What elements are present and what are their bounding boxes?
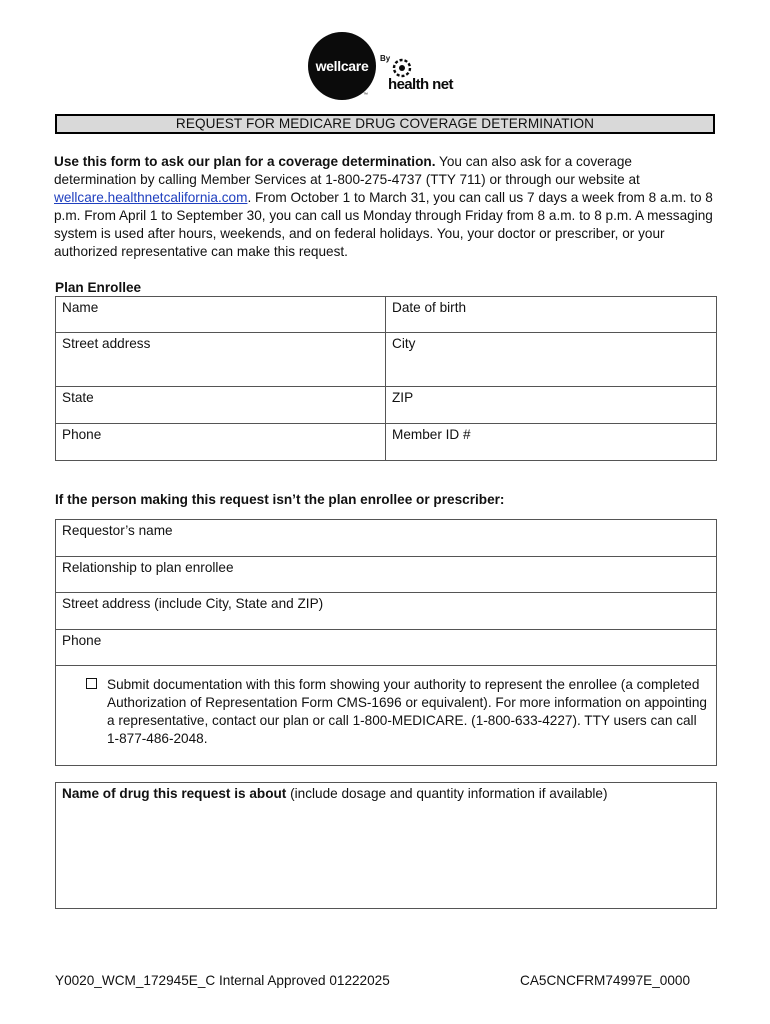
plan-enrollee-table bbox=[55, 296, 717, 461]
health-net-icon bbox=[392, 58, 412, 78]
wellcare-logo-text: wellcare bbox=[315, 58, 369, 74]
trademark-mark: ™ bbox=[363, 92, 368, 98]
website-link[interactable]: wellcare.healthnetcalifornia.com bbox=[54, 190, 248, 205]
intro-paragraph bbox=[54, 153, 714, 261]
requestor-name-field[interactable] bbox=[56, 520, 717, 557]
enrollee-city-field[interactable] bbox=[386, 333, 717, 387]
enrollee-state-label: State bbox=[62, 390, 94, 405]
requestor-phone-label: Phone bbox=[62, 633, 102, 648]
relationship-label: Relationship to plan enrollee bbox=[62, 560, 234, 575]
intro-bold-lead: Use this form to ask our plan for a coverage determination. bbox=[54, 154, 436, 169]
enrollee-phone-label: Phone bbox=[62, 427, 102, 442]
relationship-field[interactable] bbox=[56, 557, 717, 593]
enrollee-phone-field[interactable] bbox=[56, 424, 386, 461]
enrollee-zip-label: ZIP bbox=[392, 390, 414, 405]
drug-name-label: Name of drug this request is about bbox=[62, 786, 287, 801]
form-title bbox=[55, 114, 715, 134]
documentation-checkbox[interactable] bbox=[86, 678, 97, 689]
plan-enrollee-heading: Plan Enrollee bbox=[55, 280, 142, 295]
drug-name-note: (include dosage and quantity information if available) bbox=[286, 786, 608, 801]
enrollee-dob-label: Date of birth bbox=[392, 300, 467, 315]
drug-table bbox=[55, 782, 717, 909]
requestor-name-label: Requestor’s name bbox=[62, 523, 173, 538]
drug-name-field[interactable] bbox=[56, 783, 717, 909]
enrollee-name-field[interactable] bbox=[56, 297, 386, 333]
enrollee-street-label: Street address bbox=[62, 336, 151, 351]
requestor-phone-field[interactable] bbox=[56, 630, 717, 666]
enrollee-dob-field[interactable] bbox=[386, 297, 717, 333]
requestor-street-field[interactable] bbox=[56, 593, 717, 630]
enrollee-city-label: City bbox=[392, 336, 416, 351]
form-title-text: REQUEST FOR MEDICARE DRUG COVERAGE DETERMINATION bbox=[175, 116, 595, 131]
intro-text-1: You can also ask for a coverage determination by calling Member Services at 1-800-275-4737 (TTY 711) or through our website at bbox=[54, 154, 640, 187]
footer-form-code: CA5CNCFRM74997E_0000 bbox=[520, 973, 691, 988]
health-net-logo-text: health net bbox=[388, 76, 453, 93]
enrollee-member-id-field[interactable] bbox=[386, 424, 717, 461]
documentation-text: Submit documentation with this form showing your authority to represent the enrollee (a completed Authorization of Representation Form CMS-1696 or equivalent). For more information on appointing a representative, contact our plan or call 1-800-MEDICARE. (1-800-633-4227). TTY users can call 1-877-486-2048. bbox=[107, 677, 707, 746]
enrollee-member-id-label: Member ID # bbox=[392, 427, 471, 442]
logo-by-text: By bbox=[380, 54, 391, 63]
enrollee-name-label: Name bbox=[62, 300, 99, 315]
requestor-street-label: Street address (include City, State and ZIP) bbox=[62, 596, 324, 611]
requestor-heading: If the person making this request isn’t the plan enrollee or prescriber: bbox=[55, 492, 505, 507]
footer-approval-code: Y0020_WCM_172945E_C Internal Approved 01222025 bbox=[55, 973, 390, 988]
enrollee-state-field[interactable] bbox=[56, 387, 386, 424]
intro-text-2: . From October 1 to March 31, you can call us 7 days a week from 8 a.m. to 8 p.m. From April 1 to September 30, you can call us Monday through Friday from 8 a.m. to 8 p.m. A messaging system is used after hours, weekends, and on federal holidays. You, your doctor or prescriber, or your authorized representative can make this request. bbox=[54, 190, 713, 259]
enrollee-zip-field[interactable] bbox=[386, 387, 717, 424]
enrollee-street-field[interactable] bbox=[56, 333, 386, 387]
